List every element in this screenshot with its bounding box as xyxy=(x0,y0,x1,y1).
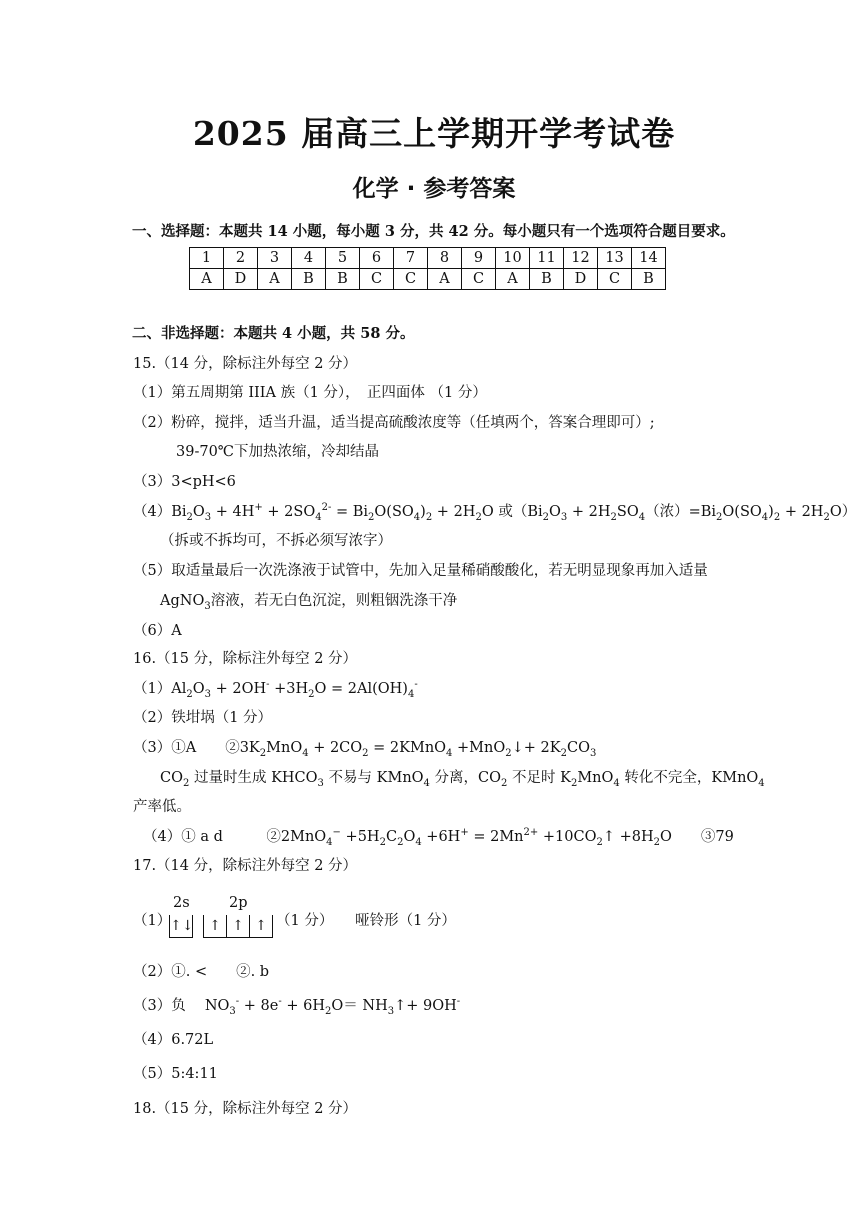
q16-answer-2: （2）铁坩埚（1 分） xyxy=(133,710,273,726)
answer-cell: D xyxy=(564,269,598,290)
q17-answer-5: （5）5:4:11 xyxy=(133,1066,218,1082)
question-number-cell: 14 xyxy=(632,248,666,269)
answer-cell: D xyxy=(224,269,258,290)
answer-cell: B xyxy=(530,269,564,290)
q15-answer-1: （1）第五周期第 IIIA 族（1 分）， 正四面体 （1 分） xyxy=(133,385,487,401)
answer-cell: C xyxy=(598,269,632,290)
q17-heading: 17.（14 分，除标注外每空 2 分） xyxy=(133,858,358,874)
question-number-cell: 6 xyxy=(360,248,394,269)
q15-answer-4-equation: $(4)Bi_2O_3 + 4H^+ + 2SO_4^{2-} = Bi_2O(SO_4)_2 + 2H_2O$ 或（$Bi_2O_3 + 2H_2SO_4$（浓）$=Bi_2O(SO_4)_2 + 2H_2O$） xyxy=(133,502,857,523)
q16-answer-1-equation: $(1)Al_2O_3 + 2OH^- +3H_2O = 2Al(OH)_4^-$ xyxy=(133,679,418,700)
question-number-cell: 2 xyxy=(224,248,258,269)
question-number-cell: 4 xyxy=(292,248,326,269)
answer-cell: A xyxy=(190,269,224,290)
answer-cell: A xyxy=(258,269,292,290)
answer-cell: B xyxy=(326,269,360,290)
q15-answer-3: （3）3<pH<6 xyxy=(133,474,236,490)
q16-answer-3-explanation-end: 产率低。 xyxy=(133,799,191,815)
q17-answer-1-tail: （1 分） 哑铃形（1 分） xyxy=(276,913,456,929)
q15-answer-2b: 39-70℃下加热浓缩，冷却结晶 xyxy=(176,444,380,460)
q16-answer-3-equation: （3）①A $②3K_2MnO_4 + 2CO_2$ = 2KMnO$_4$ +MnO$_2$↓+ $2K_2CO_3$ xyxy=(133,740,597,759)
section1-heading: 一、选择题：本题共 14 小题，每小题 3 分，共 42 分。每小题只有一个选项符合题目要求。 xyxy=(132,223,735,240)
orbital-pair-arrows: ↑↓ xyxy=(170,918,194,934)
question-number-cell: 11 xyxy=(530,248,564,269)
question-number-cell: 13 xyxy=(598,248,632,269)
q16-answer-4: （4）① a d ②2MnO$_4$− $+5H_2C_2O_4 +6H^+ = 2Mn^{2+}$ $+10CO_2↑ +8H_2O$ ③79 xyxy=(143,827,734,848)
section2-heading: 二、非选择题：本题共 4 小题，共 58 分。 xyxy=(132,325,415,342)
answer-cell: A xyxy=(496,269,530,290)
q17-answer-2: （2）①. < ②. b xyxy=(133,964,270,980)
orbital-2p-label: 2p xyxy=(229,895,248,911)
q15-answer-5b: AgNO$_3$溶液，若无白色沉淀，则粗铟洗涤干净 xyxy=(160,593,458,612)
q17-answer-1-label: （1） xyxy=(133,913,172,929)
question-number-cell: 12 xyxy=(564,248,598,269)
answer-table xyxy=(189,247,666,290)
orbital-arrow-up: ↑ xyxy=(255,918,267,934)
q17-answer-4: （4）6.72L xyxy=(133,1032,214,1048)
q16-answer-3-explanation: $CO_2$ 过量时生成 $KHCO_3$ 不易与 KMnO$_4$ 分离，$CO_2$ 不足时 $K_2MnO_4$ 转化不完全，KMnO$_4$ xyxy=(160,770,765,789)
answer-table-answer-row xyxy=(190,269,666,290)
q15-answer-4-note: （拆或不拆均可，不拆必须写浓字） xyxy=(160,533,392,549)
q15-heading: 15.（14 分，除标注外每空 2 分） xyxy=(133,356,358,372)
question-number-cell: 3 xyxy=(258,248,292,269)
orbital-arrow-up: ↑ xyxy=(227,915,250,937)
q15-answer-6: （6）A xyxy=(133,623,182,639)
orbital-2s-label: 2s xyxy=(173,895,190,911)
question-number-cell: 5 xyxy=(326,248,360,269)
answer-cell: C xyxy=(394,269,428,290)
answer-cell: A xyxy=(428,269,462,290)
question-number-cell: 8 xyxy=(428,248,462,269)
q17-answer-3-equation: （3）负 $NO_3^- + 8e^- + 6H_2O=$ $NH_3↑+ 9OH^-$ xyxy=(133,996,461,1017)
answer-cell: B xyxy=(292,269,326,290)
q16-heading: 16.（15 分，除标注外每空 2 分） xyxy=(133,651,358,667)
question-number-cell: 1 xyxy=(190,248,224,269)
page-subtitle: 化学 · 参考答案 xyxy=(352,176,516,202)
answer-cell: B xyxy=(632,269,666,290)
page-title: 2025 届高三上学期开学考试卷 xyxy=(192,114,676,153)
question-number-cell: 7 xyxy=(394,248,428,269)
q15-answer-5a: （5）取适量最后一次洗涤液于试管中，先加入足量稀硝酸酸化，若无明显现象再加入适量 xyxy=(133,563,708,579)
q15-answer-2: （2）粉碎，搅拌，适当升温，适当提高硫酸浓度等（任填两个，答案合理即可）; xyxy=(133,415,655,431)
orbital-2s-box xyxy=(169,915,193,938)
answer-table-number-row xyxy=(190,248,666,269)
orbital-2p-box xyxy=(203,915,273,938)
question-number-cell: 10 xyxy=(496,248,530,269)
question-number-cell: 9 xyxy=(462,248,496,269)
answer-cell: C xyxy=(360,269,394,290)
answer-cell: C xyxy=(462,269,496,290)
q18-heading: 18.（15 分，除标注外每空 2 分） xyxy=(133,1101,358,1117)
orbital-arrow-up: ↑ xyxy=(204,915,227,937)
